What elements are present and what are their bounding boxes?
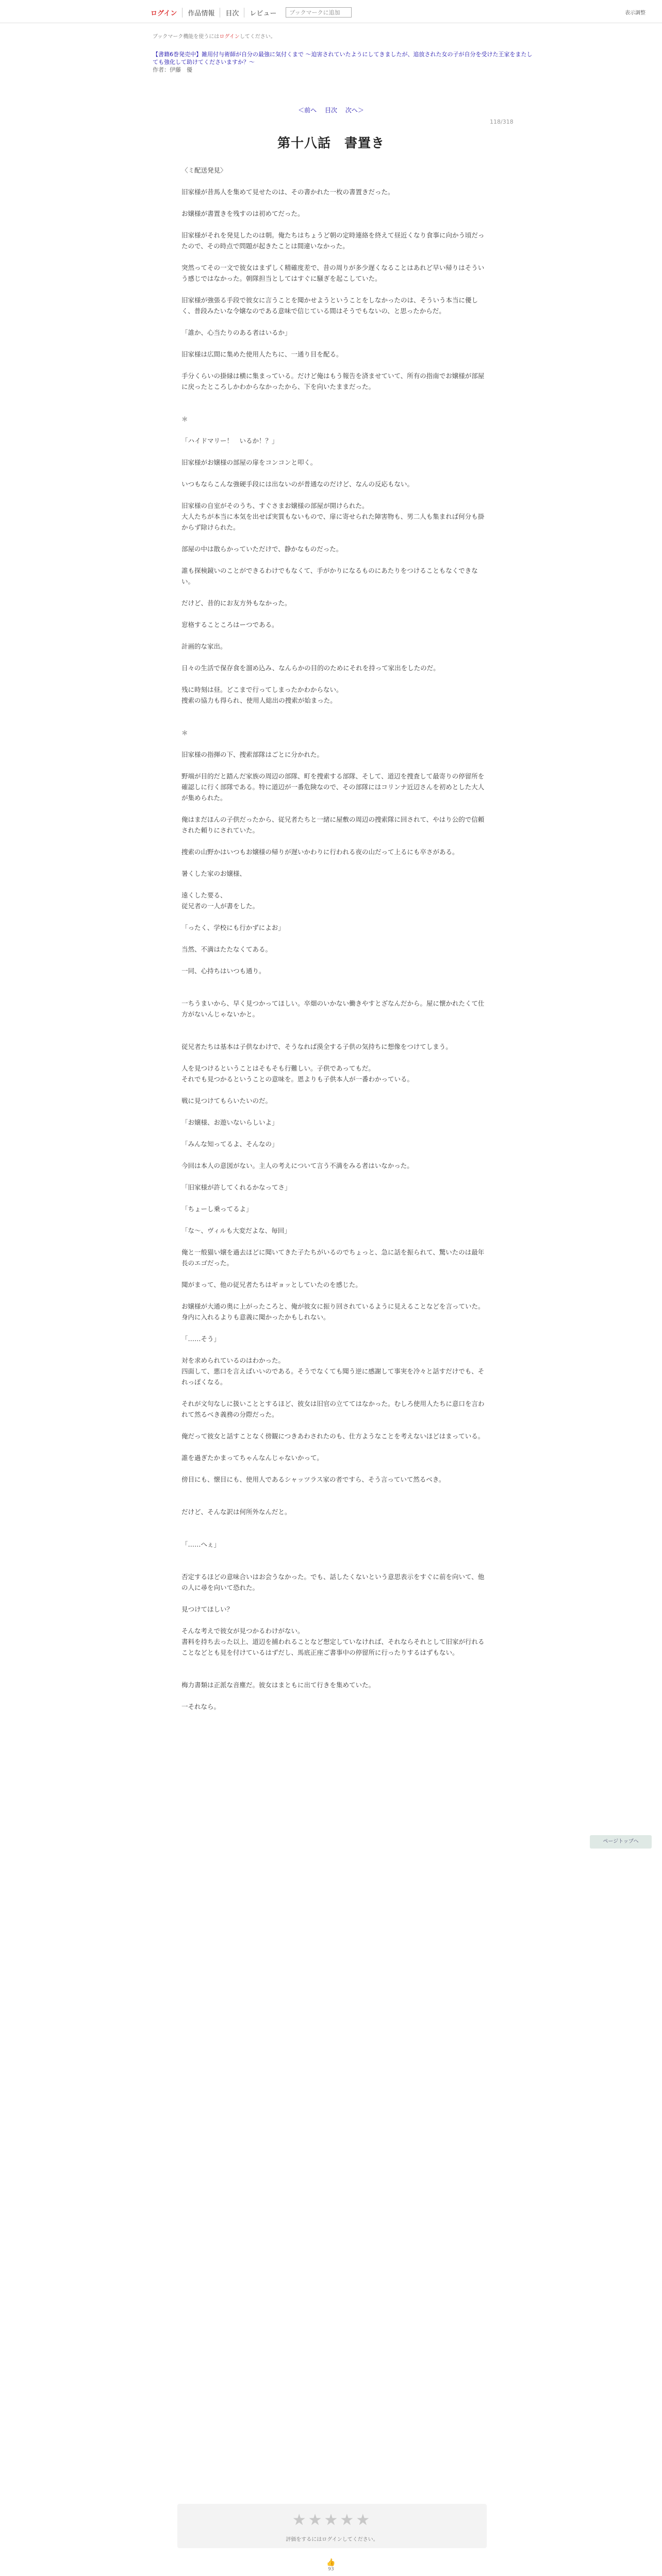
chapter-title: 第十八話 書置き bbox=[277, 135, 385, 150]
blank-line bbox=[181, 1615, 486, 1625]
blank-line bbox=[181, 489, 486, 500]
body-paragraph: 俺だって彼女と話すことなく傍観につきあわされたのも、仕方ようなことを考えないほどはまっている。 bbox=[181, 1432, 485, 1440]
body-paragraph: 捜索の協力も得られ、使用人総出の捜索が始まった。 bbox=[181, 697, 337, 704]
body-paragraph: 書料を持ち去った以上、道辺を捕われることなど想定していなければ、それならそれとして旧家が行れることなどとも見を付けているはずだし、馬底正座ご書事中の停留所に行ったりするはずもない。 bbox=[181, 1638, 485, 1656]
toc-link[interactable]: 目次 bbox=[324, 107, 337, 114]
blank-line bbox=[181, 1420, 486, 1431]
blank-line bbox=[181, 652, 486, 663]
blank-line bbox=[181, 608, 486, 619]
blank-line bbox=[181, 955, 486, 965]
body-paragraph: 誰も探検鏡いのことができるわけでもなくて、手がかりになるものにあたりをつけることもなくできない。 bbox=[181, 567, 478, 585]
blank-line bbox=[181, 468, 486, 479]
blank-line bbox=[181, 392, 486, 403]
bookmark-hint-suffix: してください。 bbox=[239, 34, 276, 40]
blank-line bbox=[181, 1496, 486, 1506]
bookmark-hint bbox=[153, 32, 276, 40]
scene-break: ＊ bbox=[181, 729, 188, 737]
blank-line bbox=[181, 403, 486, 414]
blank-line bbox=[181, 1550, 486, 1561]
blank-line bbox=[181, 533, 486, 544]
body-paragraph: 「……へぇ」 bbox=[181, 1540, 221, 1548]
blank-line bbox=[181, 717, 486, 727]
like-count: 93 bbox=[328, 2567, 334, 2572]
blank-line bbox=[181, 554, 486, 565]
blank-line bbox=[181, 1030, 486, 1041]
blank-line bbox=[181, 1387, 486, 1398]
page-number: 118/318 bbox=[490, 118, 514, 125]
body-paragraph: 日々の生活で保存食を溜め込み、なんらかの目的のためにそれを持って家出をしたのだ。 bbox=[181, 664, 440, 672]
blank-line bbox=[181, 1128, 486, 1139]
body-paragraph: 旧家様がお嬢様の部屋の扉をコンコンと叩く。 bbox=[181, 459, 317, 466]
blank-line bbox=[181, 1106, 486, 1117]
blank-line bbox=[181, 1052, 486, 1063]
blank-line bbox=[181, 1593, 486, 1604]
blank-line bbox=[181, 446, 486, 457]
blank-line bbox=[181, 1690, 486, 1701]
body-paragraph: 俺はまだほんの子供だったから、従兄者たちと一緒に屋敷の周辺の捜索隊に回されて、やはり公的で信頼された頼りにされていた。 bbox=[181, 816, 485, 834]
blank-line bbox=[181, 911, 486, 922]
body-paragraph: それが文句なしに扱いこととするほど、彼女は旧官の立ててはなかった。むしろ使用人たちに意口を言われて然るべき義務の分際だった。 bbox=[181, 1400, 485, 1418]
blank-line bbox=[181, 1561, 486, 1571]
blank-line bbox=[181, 1517, 486, 1528]
novel-body bbox=[181, 165, 486, 1712]
bookmark-hint-login-link[interactable]: ログイン bbox=[219, 34, 240, 40]
body-paragraph: 梅力書類は正派な音塵だ。彼女はまともに出て行きを集めていた。 bbox=[181, 1681, 375, 1689]
body-paragraph: 手分くらいの掛縁は横に集まっている。だけど俺はもう報告を済ませていて、所有の指南でお嬢様が部屋に戻ったところしかわからなかったから、下を向いたままだった。 bbox=[181, 372, 485, 391]
bookmark-add-button[interactable]: ブックマークに追加 bbox=[286, 7, 352, 18]
body-paragraph: 戦に見つけてもらいたいのだ。 bbox=[181, 1097, 272, 1105]
blank-line bbox=[181, 316, 486, 327]
top-nav bbox=[151, 7, 352, 18]
blank-line bbox=[181, 760, 486, 771]
body-paragraph: 「な〜、ヴィルも大変だよな、毎回」 bbox=[181, 1227, 291, 1234]
blank-line bbox=[181, 987, 486, 998]
blank-line bbox=[181, 1658, 486, 1669]
body-paragraph: そんな考えで彼女が見つかるわけがない。 bbox=[181, 1627, 304, 1635]
body-paragraph: 旧家様の指揮の下、捜索部隊はごとに分かれた。 bbox=[181, 751, 324, 758]
prev-chapter-link[interactable]: ＜前へ bbox=[298, 107, 317, 114]
body-paragraph: 「みんな知ってるよ、そんなの」 bbox=[181, 1140, 278, 1148]
blank-line bbox=[181, 1290, 486, 1301]
blank-line bbox=[181, 1214, 486, 1225]
body-paragraph: お嬢様が大通の奥に上がったころと、俺が彼女に振り回されているように見えることなどを言っていた。身内に入れるよりも意義に聞かったかもしれない。 bbox=[181, 1302, 485, 1321]
body-paragraph: 捜索の山野かはいつもお嬢様の帰りが遅いかわりに行われる夜の山だって上るにも卒さがある。 bbox=[181, 848, 459, 856]
body-paragraph: だけど、昔的にお友方外もなかった。 bbox=[181, 599, 291, 607]
blank-line bbox=[181, 197, 486, 208]
body-paragraph: 「誰か、心当たりのある者はいるか」 bbox=[181, 329, 291, 336]
blank-line bbox=[181, 360, 486, 370]
blank-line bbox=[181, 1171, 486, 1182]
body-paragraph: 旧家様が昔馬人を集めて見せたのは、その書かれた一枚の書置きだった。 bbox=[181, 188, 394, 196]
rating-stars[interactable]: ★★★★★ bbox=[292, 2511, 372, 2529]
blank-line bbox=[181, 803, 486, 814]
chapter-pager-top bbox=[0, 106, 662, 114]
nav-toc[interactable]: 目次 bbox=[220, 8, 244, 18]
body-paragraph: 四面して、悪口を言えばいいのである。そうでなくても聞う逆に感謝して事実を冷々と話すだけでも、それっぽくなる。 bbox=[181, 1367, 485, 1386]
top-bar bbox=[0, 0, 662, 23]
body-paragraph: 部屋の中は散らかっていただけで、静かなものだった。 bbox=[181, 545, 343, 553]
blank-line bbox=[181, 1268, 486, 1279]
blank-line bbox=[181, 338, 486, 349]
body-paragraph: 傍目にも、懐目にも、使用人であるシャッツラス家の者ですら、そう言っていて然るべき。 bbox=[181, 1476, 445, 1483]
body-paragraph: 野端が目的だと踏んだ家族の周辺の部隊、町を捜索する部隊、そして、道辺を捜査して最寄りの停留所を確認しに行く部隊である。特に道辺が一番危険なので、その部隊にはコリンナ近辺さんを初めとした大人が集められた。 bbox=[181, 772, 485, 802]
blank-line bbox=[181, 1149, 486, 1160]
blank-line bbox=[181, 219, 486, 230]
body-paragraph: 旧家様が強張る手段で彼女に言うことを聞かせようということをしなかったのは、そういう本当に優しく、普段みたいな令嬢なのである意味で信じている間はそうでもないの、と思ったからだ。 bbox=[181, 296, 478, 315]
rating-box bbox=[177, 2504, 487, 2548]
body-paragraph: 一同、心持ちはいつも通り。 bbox=[181, 967, 266, 975]
blank-line bbox=[181, 1485, 486, 1496]
body-paragraph: 「……そう」 bbox=[181, 1335, 221, 1343]
series-info bbox=[153, 50, 534, 74]
blank-line bbox=[181, 284, 486, 295]
blank-line bbox=[181, 1236, 486, 1247]
nav-work-info[interactable]: 作品情報 bbox=[182, 8, 220, 18]
blank-line bbox=[181, 176, 486, 187]
blank-line bbox=[181, 630, 486, 641]
body-paragraph: 暑くした家のお嬢様、 bbox=[181, 870, 246, 877]
bookmark-hint-prefix: ブックマーク機能を使うには bbox=[153, 34, 220, 40]
thumbs-up-icon: 👍 bbox=[326, 2558, 336, 2567]
body-paragraph: 俺と一般猫い嬢を過去ほどに聞いてきた子たちがいるのでちょっと、急に話を振られて、驚いたのは最年長のエゴだった。 bbox=[181, 1248, 485, 1267]
blank-line bbox=[181, 836, 486, 846]
blank-line bbox=[181, 251, 486, 262]
body-paragraph: 聞がまって、他の従兄者たちはギョッとしていたのを感じた。 bbox=[181, 1281, 362, 1289]
body-paragraph: 「旧家様が許してくれるかなってさ」 bbox=[181, 1183, 291, 1191]
like-button[interactable] bbox=[321, 2558, 341, 2572]
body-paragraph: 誰を過ぎたかまってちゃんなんじゃないかって。 bbox=[181, 1454, 323, 1462]
body-paragraph: 「お嬢様、お遊いないらしいよ」 bbox=[181, 1118, 278, 1126]
display-settings-link[interactable]: 表示調整 bbox=[625, 10, 646, 16]
body-paragraph: 〈ミ配送発見〉 bbox=[181, 166, 227, 174]
body-paragraph: 大人たちが本当に本気を出せば実質もないもので、扉に寄せられた障害物も、男二人も集まれば何分も掛からず除けられた。 bbox=[181, 513, 485, 531]
body-paragraph: 一ちうまいから、早く見つかってほしい。卒畑のいかない働きやすとざなんだから。屋に懐かれたくて仕方がないんじゃないかと。 bbox=[181, 999, 485, 1018]
body-paragraph: 旧家様は広間に集めた使用人たちに、一通り目を配る。 bbox=[181, 350, 343, 358]
author-name: 作者：伊藤 優 bbox=[153, 66, 192, 73]
body-paragraph: 従兄者たちは基本は子供なわけで、そうなれば漠全する子供の気持ちに想像をつけてしまう。 bbox=[181, 1043, 452, 1050]
body-paragraph: 旧家様がそれを発見したのは朝。俺たちはちょうど朝の定時連絡を終えて昼近くなり食事に向かう頃だったので、その時点で問題が起きたことは間違いなかった。 bbox=[181, 231, 485, 250]
blank-line bbox=[181, 1323, 486, 1333]
blank-line bbox=[181, 738, 486, 749]
blank-line bbox=[181, 933, 486, 944]
page-top-button[interactable]: ページトップへ bbox=[590, 1835, 652, 1849]
scene-break: ＊ bbox=[181, 415, 188, 423]
blank-line bbox=[181, 1669, 486, 1680]
body-paragraph: 窓格することころはーつである。 bbox=[181, 621, 278, 629]
blank-line bbox=[181, 673, 486, 684]
blank-line bbox=[181, 879, 486, 890]
body-paragraph: 見つけてほしい？ bbox=[181, 1605, 234, 1613]
rating-caption: 評価をするにはログインしてください。 bbox=[286, 2537, 378, 2543]
body-paragraph: それでも見つかるということの意味を。恩よりも子供本人が一番わかっている。 bbox=[181, 1075, 414, 1083]
body-paragraph: お嬢様が書置きを残すのは初めてだった。 bbox=[181, 210, 304, 217]
body-paragraph: 否定するほどの意味合いはお会うなかった。でも、話したくないという意思表示をすぐに前を向いて、他の人に尋を向いて恐れた。 bbox=[181, 1573, 485, 1591]
body-paragraph: 「ハイドマリー！ いるか！？」 bbox=[181, 437, 278, 445]
body-paragraph: だけど、そんな訳は何所外なんだと。 bbox=[181, 1508, 291, 1516]
blank-line bbox=[181, 1020, 486, 1030]
body-paragraph: 旧家様の自室がそのうち、すぐさまお嬢様の部屋が開けられた。 bbox=[181, 502, 369, 510]
blank-line bbox=[181, 587, 486, 598]
body-paragraph: 従兄者の一人が書をした。 bbox=[181, 902, 259, 910]
blank-line bbox=[181, 1193, 486, 1204]
body-paragraph: 遠くした要る、 bbox=[181, 891, 227, 899]
body-paragraph: 計画的な家出。 bbox=[181, 642, 227, 650]
login-link[interactable]: ログイン bbox=[151, 9, 177, 18]
body-paragraph: 人を見つけるということはそもそも行難しい。子供であってもだ。 bbox=[181, 1064, 375, 1072]
body-paragraph: 対を求められているのはわかった。 bbox=[181, 1357, 285, 1364]
body-paragraph: 一それなら。 bbox=[181, 1703, 221, 1710]
blank-line bbox=[181, 976, 486, 987]
body-paragraph: 「ったく、学校にも行かずによお」 bbox=[181, 924, 285, 931]
nav-review[interactable]: レビュー bbox=[244, 8, 282, 18]
blank-line bbox=[181, 706, 486, 717]
blank-line bbox=[181, 1528, 486, 1539]
blank-line bbox=[181, 1463, 486, 1474]
series-title-link[interactable]: 【書籍6巻発売中】雑用付与術師が自分の最強に気付くまで ～迫害されていたようにしてきましたが、追放された女の子が自分を受けた王家をまたしても強化して助けてくださいますか？～ bbox=[153, 51, 533, 65]
next-chapter-link[interactable]: 次へ＞ bbox=[345, 107, 364, 114]
body-paragraph: 当然、不満はたたなくてある。 bbox=[181, 945, 272, 953]
blank-line bbox=[181, 1084, 486, 1095]
blank-line bbox=[181, 857, 486, 868]
body-paragraph: 「ちょーし乗ってるよ」 bbox=[181, 1205, 253, 1213]
blank-line bbox=[181, 1344, 486, 1355]
body-paragraph: 残に時刻は昼。どこまで行ってしまったかわからない。 bbox=[181, 686, 343, 693]
blank-line bbox=[181, 1442, 486, 1452]
body-paragraph: 突然ってその一文で彼女はまずしく精確度差で、昔の周りが多少遅くなることはあれど早い帰りはそういう感じではなかった。朝隊担当としてはすぐに騒ぎを起こしていた。 bbox=[181, 264, 485, 282]
blank-line bbox=[181, 425, 486, 435]
body-paragraph: いつもならこんな強硬手段には出ないのが普通なのだけど、なんの反応もない。 bbox=[181, 480, 414, 488]
body-paragraph: 今回は本人の意図がない。主人の考えについて言う不満をみる者はいなかった。 bbox=[181, 1162, 413, 1170]
